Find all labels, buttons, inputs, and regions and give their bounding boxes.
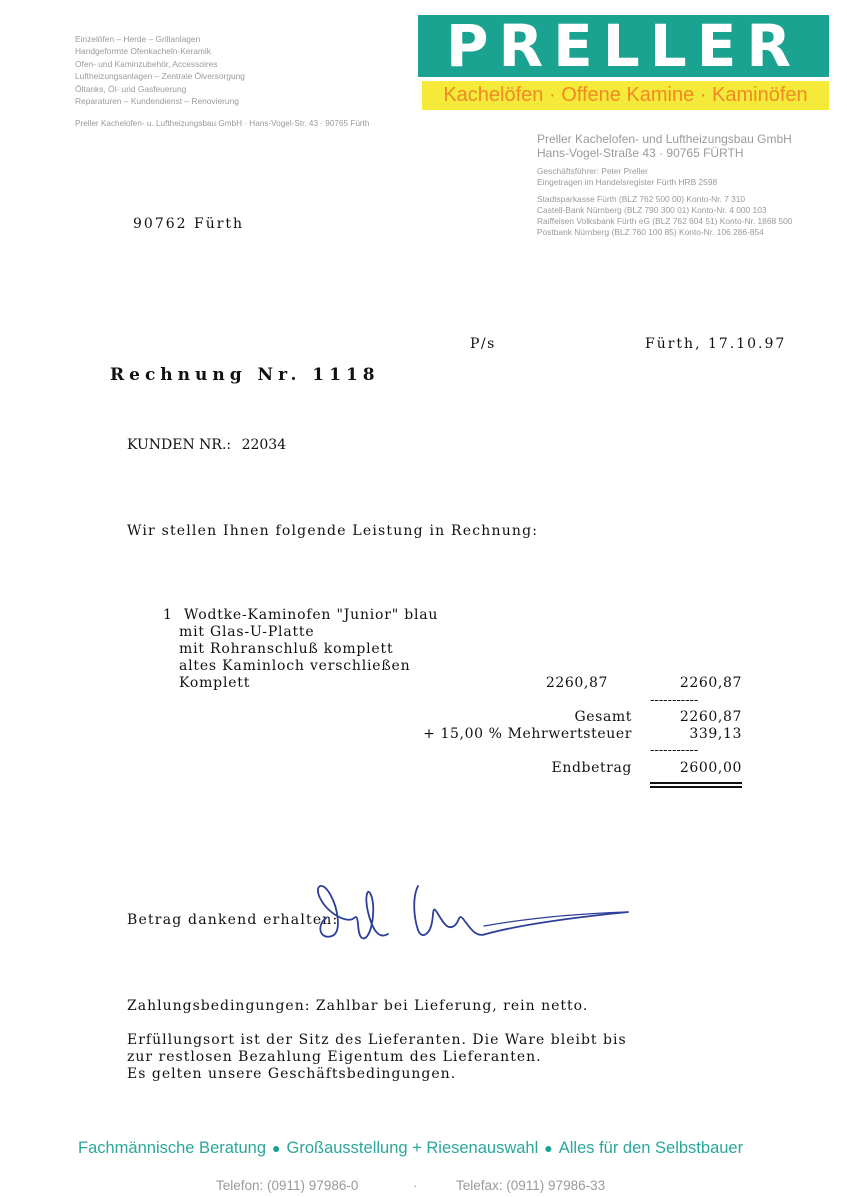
separator-line: ----------- [650,693,699,708]
item-line: mit Glas-U-Platte [179,624,315,640]
service-line: Reparaturen – Kundendienst – Renovierung [75,96,239,107]
double-underline [650,782,742,788]
footer-slogan: Alles für den Selbstbauer [558,1139,744,1157]
footer-fax: Telefax: (0911) 97986-33 [456,1178,606,1193]
service-line: Einzelöfen – Herde – Grillanlagen [75,34,201,44]
separator-dot-icon: · [413,1178,418,1193]
handwritten-signature [308,868,638,958]
end-value: 2600,00 [679,760,742,776]
fulfilment-line: zur restlosen Bezahlung Eigentum des Lieferanten. [127,1049,542,1065]
footer-slogans [78,1139,743,1158]
footer-slogan: Fachmännische Beratung [78,1139,267,1157]
management-block [537,166,717,188]
customer-number: 22034 [241,437,287,453]
bank-line: Raiffeisen Volksbank Fürth eG (BLZ 762 604 51) Konto-Nr. 1868 500 [537,216,793,226]
item-unit-price: 2260,87 [545,675,608,691]
service-line: Luftheizungsanlagen – Zentrale Ölversorgung [75,71,245,82]
company-address: Hans-Vogel-Straße 43 · 90765 FÜRTH [537,146,744,160]
bullet-icon: ● [272,1140,281,1156]
company-logo: PRELLER [446,12,801,80]
service-line: Öltanks, Öl- und Gasfeuerung [75,83,187,94]
received-label: Betrag dankend erhalten: [127,912,339,928]
sender-return-address: Preller Kachelofen- u. Luftheizungsbau GmbH · Hans-Vogel-Str. 43 · 90765 Fürth [75,119,370,128]
place-date: Fürth, 17.10.97 [645,336,787,352]
footer-slogan: Großausstellung + Riesenauswahl [286,1139,539,1157]
item-line: Wodtke-Kaminofen "Junior" blau [183,607,439,623]
gesamt-label: Gesamt [574,709,632,725]
management: Geschäftsführer: Peter Preller [537,166,648,176]
item-line: altes Kaminloch verschließen [179,658,411,674]
fulfilment-line: Erfüllungsort ist der Sitz des Lieferanten. Die Ware bleibt bis [127,1032,627,1048]
recipient-city: 90762 Fürth [133,216,245,232]
item-line: mit Rohranschluß komplett [179,641,394,657]
payment-terms: Zahlungsbedingungen: Zahlbar bei Lieferung, rein netto. [127,998,589,1014]
service-line: Handgeformte Ofenkacheln-Keramik [75,46,211,57]
reference-code: P/s [470,336,496,352]
fulfilment-line: Es gelten unsere Geschäftsbedingungen. [127,1066,457,1082]
end-label: Endbetrag [551,760,632,776]
company-name: Preller Kachelofen- und Luftheizungsbau GmbH [537,132,792,146]
bank-line: Postbank Nürnberg (BLZ 760 100 85) Konto-Nr. 106 286-854 [537,227,764,237]
footer-phone: Telefon: (0911) 97986-0 [216,1178,359,1193]
vat-value: 339,13 [689,726,742,742]
bank-details [537,194,792,238]
line-item [163,607,438,692]
vat-label: + 15,00 % Mehrwertsteuer [423,726,632,742]
bullet-icon: ● [544,1140,553,1156]
company-block [537,132,792,160]
customer-number-line [127,437,286,453]
tagline: Kachelöfen · Offene Kamine · Kaminöfen [443,84,808,106]
separator-line: ----------- [650,743,699,758]
gesamt-value: 2260,87 [679,709,742,725]
customer-label: KUNDEN NR.: [127,437,232,453]
invoice-intro: Wir stellen Ihnen folgende Leistung in Rechnung: [127,523,539,539]
fulfilment-terms [127,1032,627,1083]
item-total: 2260,87 [679,675,742,691]
item-quantity: 1 [163,607,173,623]
register: Eingetragen im Handelsregister Fürth HRB 2598 [537,177,718,187]
bank-line: Castell-Bank Nürnberg (BLZ 790 300 01) Konto-Nr. 4 000 103 [537,205,767,215]
services-list [75,33,245,107]
item-line: Komplett [179,675,251,691]
invoice-title: Rechnung Nr. 1118 [110,365,380,385]
bank-line: Stadtsparkasse Fürth (BLZ 762 500 00) Konto-Nr. 7 310 [537,194,746,204]
service-line: Ofen- und Kaminzubehör, Accessoires [75,58,218,69]
